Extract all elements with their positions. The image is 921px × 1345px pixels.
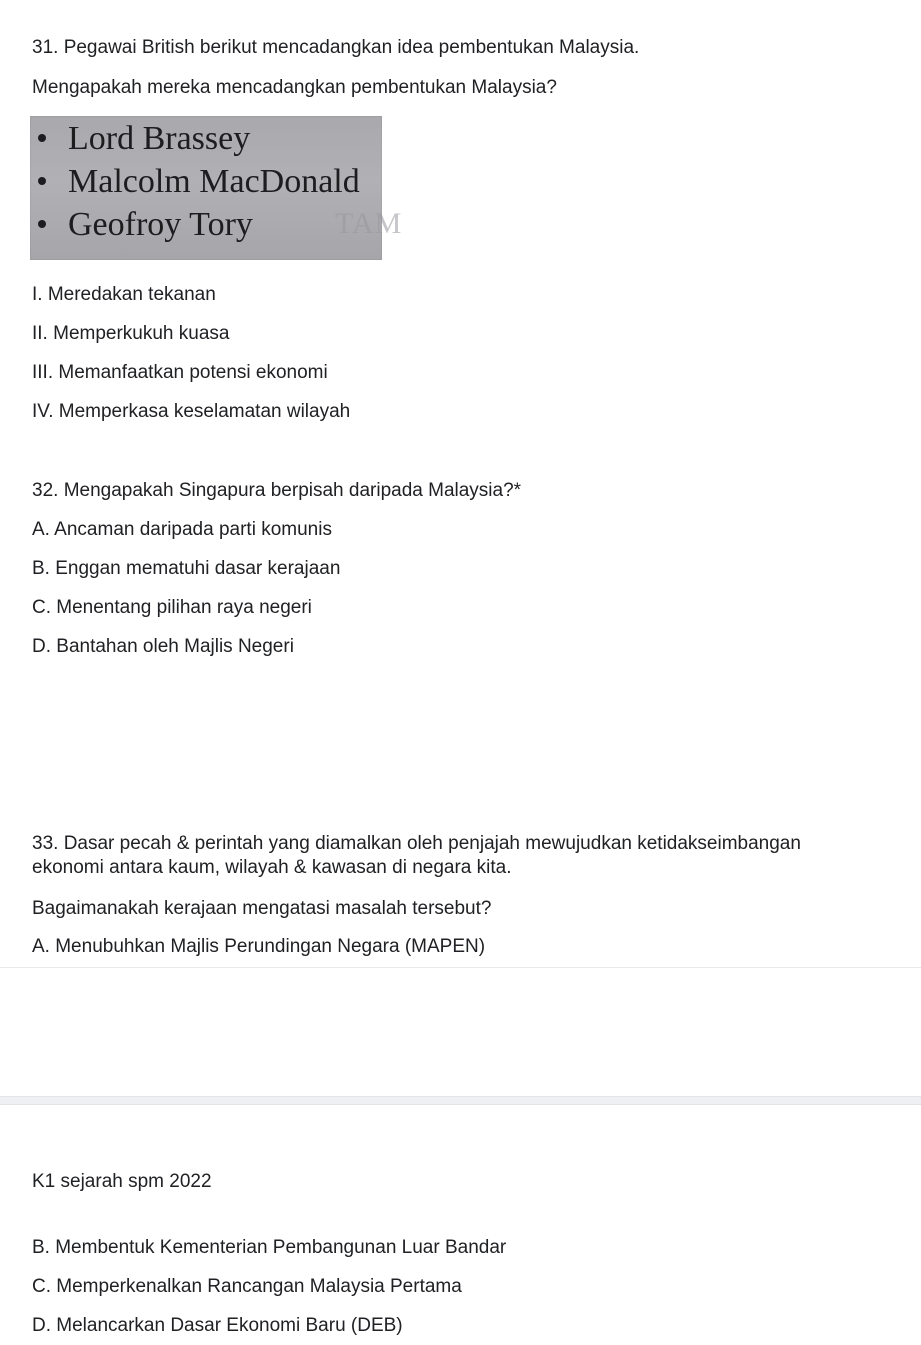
q33-option-c[interactable]: C. Memperkenalkan Rancangan Malaysia Pertama [32,1276,462,1297]
q33-option-a[interactable]: A. Menubuhkan Majlis Perundingan Negara (MAPEN) [32,936,486,957]
q32-option-b[interactable]: B. Enggan mematuhi dasar kerajaan [32,558,341,579]
bullet-icon [38,220,46,228]
divider [0,967,921,968]
q33-title: 33. Dasar pecah & perintah yang diamalkan oleh penjajah mewujudkan ketidakseimbangan ekonomi antara kaum, wilayah & kawasan di negara kita. [32,833,801,878]
bullet-icon [38,177,46,185]
q31-statement-4: IV. Memperkasa keselamatan wilayah [32,401,351,422]
q32-option-c[interactable]: C. Menentang pilihan raya negeri [32,597,312,618]
q33-option-d[interactable]: D. Melancarkan Dasar Ekonomi Baru (DEB) [32,1315,403,1336]
q33-option-b[interactable]: B. Membentuk Kementerian Pembangunan Luar Bandar [32,1237,507,1258]
figure-watermark: TAM [335,207,403,240]
q31-title: 31. Pegawai British berikut mencadangkan idea pembentukan Malaysia. [32,37,640,58]
bullet-icon [38,134,46,142]
q32-option-a[interactable]: A. Ancaman daripada parti komunis [32,519,332,540]
q31-statement-1: I. Meredakan tekanan [32,284,216,305]
figure-item-3: Geofroy Tory [38,206,253,244]
q31-prompt: Mengapakah mereka mencadangkan pembentukan Malaysia? [32,77,557,98]
section-separator [0,1096,921,1105]
figure-item-1: Lord Brassey [38,120,250,158]
q32-title: 32. Mengapakah Singapura berpisah daripada Malaysia?* [32,480,522,501]
q31-statement-2: II. Memperkukuh kuasa [32,323,230,344]
section-label: K1 sejarah spm 2022 [32,1171,212,1192]
q31-figure-image [30,116,403,260]
q31-statement-3: III. Memanfaatkan potensi ekonomi [32,362,328,383]
q32-option-d[interactable]: D. Bantahan oleh Majlis Negeri [32,636,294,657]
figure-item-2: Malcolm MacDonald [38,163,360,201]
q33-prompt: Bagaimanakah kerajaan mengatasi masalah tersebut? [32,898,492,919]
